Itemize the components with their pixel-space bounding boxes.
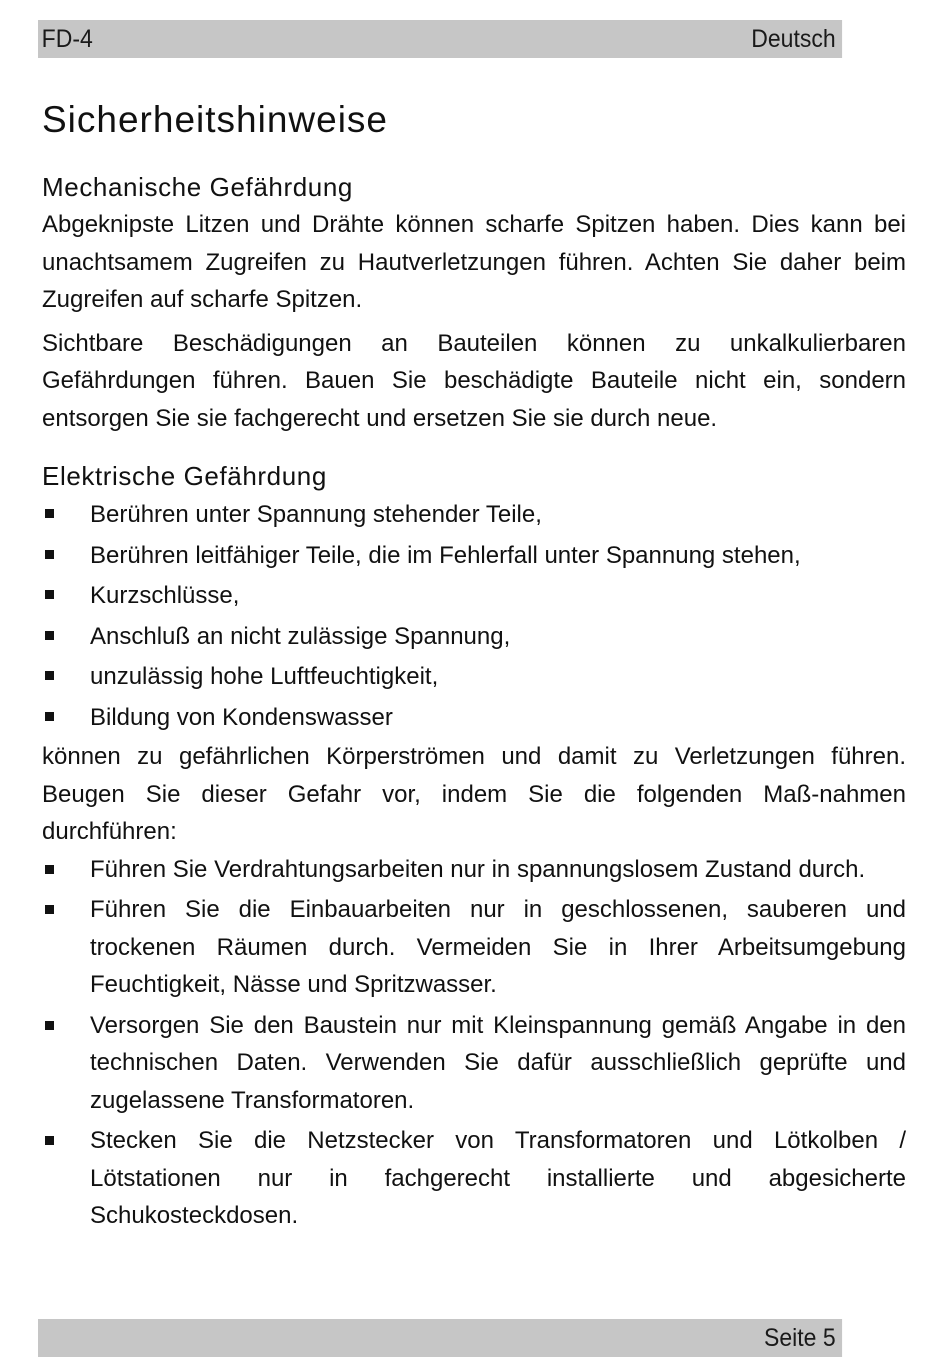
page-title: Sicherheitshinweise [42, 99, 389, 140]
paragraph: Sichtbare Beschädigungen an Bauteilen können zu unkalkulierbaren Gefährdungen führen. Bauen Sie beschädigte Bauteile nicht ein, sondern entsorgen Sie sie fachgerecht und ersetzen Sie sie durch neue. [42, 329, 906, 432]
consequence-paragraph: können zu gefährlichen Körperströmen und damit zu Verletzungen führen. Beugen Sie dieser Gefahr vor, indem Sie die folgenden Maß-nahmen durchführen: [42, 743, 906, 845]
section-heading-electrical: Elektrische Gefährdung [42, 461, 327, 491]
hazard-list-item: Kurzschlüsse, [42, 576, 906, 617]
header-language: Deutsch [751, 24, 836, 53]
hazard-list-item: Anschluß an nicht zulässige Spannung, [42, 617, 906, 658]
page-number: Seite 5 [764, 1323, 836, 1352]
section-heading-mechanical: Mechanische Gefährdung [42, 172, 353, 202]
measure-list-item: Führen Sie Verdrahtungsarbeiten nur in spannungslosem Zustand durch. [42, 851, 906, 889]
header-bar [38, 20, 842, 58]
measures-list [42, 851, 906, 1235]
measure-list-item: Führen Sie die Einbauarbeiten nur in geschlossenen, sauberen und trockenen Räumen durch. Vermeiden Sie in Ihrer Arbeitsumgebung Feuchtigkeit, Nässe und Spritzwasser. [42, 891, 906, 1004]
hazard-list-item: unzulässig hohe Luftfeuchtigkeit, [42, 657, 906, 698]
measure-list-item: Stecken Sie die Netzstecker von Transformatoren und Lötkolben / Lötstationen nur in fachgerecht installierte und abgesicherte Schukosteckdosen. [42, 1122, 906, 1235]
hazard-list-item: Bildung von Kondenswasser [42, 698, 906, 739]
hazard-list-item: Berühren leitfähiger Teile, die im Fehlerfall unter Spannung stehen, [42, 536, 906, 577]
measure-list-item: Versorgen Sie den Baustein nur mit Kleinspannung gemäß Angabe in den technischen Daten. Verwenden Sie dafür ausschließlich geprüfte und zugelassene Transformatoren. [42, 1007, 906, 1120]
hazard-list [42, 495, 906, 738]
footer-bar [38, 1319, 842, 1357]
page-content [42, 90, 906, 1238]
paragraph: Abgeknipste Litzen und Drähte können scharfe Spitzen haben. Dies kann bei unachtsamem Zugreifen zu Hautverletzungen führen. Achten Sie daher beim Zugreifen auf scharfe Spitzen. [42, 211, 906, 313]
hazard-list-item: Berühren unter Spannung stehender Teile, [42, 495, 906, 536]
header-doc-id: FD-4 [41, 24, 93, 53]
